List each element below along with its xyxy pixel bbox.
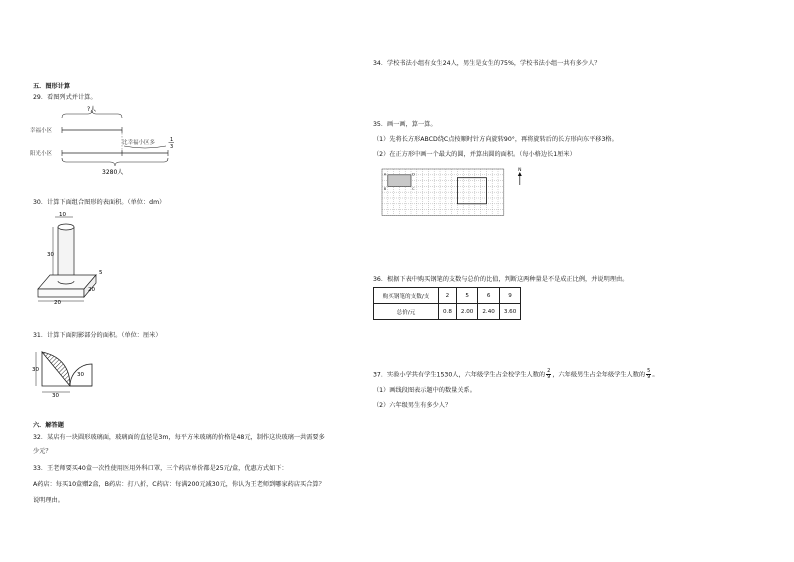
q29-top-label: ?人 [87, 106, 97, 113]
question-35-part1: （1）先将长方形ABCD绕C点按顺时针方向旋转90°，再将旋转后的长方形向东平移3格。 [373, 136, 618, 143]
table-cell: 5 [456, 288, 477, 304]
q29-frac-n: 1 [170, 137, 174, 143]
table-cell: 总价/元 [374, 304, 439, 320]
question-35: 35．画一画，算一算。 [373, 121, 437, 128]
question-37 [373, 369, 659, 380]
q31-shaded-region [30, 346, 110, 401]
q30-cylinder-on-box [30, 213, 120, 308]
question-34: 34．学校书法小组有女生24人，男生是女生的75%，学校书法小组一共有多少人？ [373, 60, 601, 67]
q29-frac-d: 3 [170, 144, 174, 150]
q29-segment-diagram [30, 108, 190, 178]
q37-frac1-den: 9 [547, 374, 551, 380]
q35-grid-figure [379, 167, 529, 217]
q37-text-b: ，六年级男生占全年级学生人数的 [552, 371, 646, 379]
rectangle-abcd [388, 175, 411, 187]
q37-fraction-1 [546, 369, 551, 380]
q30-box-width: 20 [54, 300, 61, 306]
table-cell: 9 [499, 288, 520, 304]
q31-bottom-dim: 30 [52, 393, 59, 399]
north-label: N [518, 168, 522, 173]
q29-row1-label: 幸福小区 [30, 128, 53, 134]
q31-right-dim: 30 [77, 372, 84, 378]
question-31: 31．计算下面阴影部分的面积。（单位：厘米） [33, 332, 162, 339]
q30-box-depth: 20 [88, 287, 95, 293]
q29-bottom-label: 3280人 [102, 169, 124, 176]
table-cell: 0.8 [439, 304, 457, 320]
q37-fraction-2 [646, 369, 651, 380]
q29-note: 比幸福小区多 [122, 140, 156, 146]
question-33-line2: A药店：每买10盒赠2盒，B药店：打八折，C药店：每满200元减30元，你认为王老师到哪家药店买合算？ [33, 481, 325, 488]
vertex-label-b: B [383, 186, 387, 191]
q37-frac2-num: 5 [647, 368, 651, 374]
q31-left-dim: 30 [32, 367, 39, 373]
q37-frac1-num: 2 [547, 368, 551, 374]
q30-height: 30 [47, 252, 54, 258]
table-cell: 2.40 [478, 304, 499, 320]
q37-text-a: 37．实验小学共有学生1530人，六年级学生占全校学生人数的 [373, 371, 546, 379]
section-five-heading: 五．图形计算 [33, 83, 71, 90]
table-cell: 2 [439, 288, 457, 304]
q36-table [373, 287, 521, 320]
question-35-part2: （2）在正方形中画一个最大的圆，并算出圆的面积。（每小格边长1厘米） [373, 151, 576, 158]
vertex-label-c: C [412, 186, 415, 191]
question-33-line3: 说明理由。 [33, 497, 64, 504]
q37-frac2-den: 9 [647, 374, 651, 380]
q30-box-height: 5 [99, 270, 103, 276]
question-37-part1: （1）画线段图表示题中的数量关系。 [373, 387, 476, 394]
q29-row2-label: 阳光小区 [30, 151, 53, 157]
question-32-line2: 少元？ [33, 448, 52, 455]
vertex-label-a: A [383, 172, 387, 177]
table-cell: 6 [478, 288, 499, 304]
table-row [374, 288, 521, 304]
table-row [374, 304, 521, 320]
table-cell: 2.00 [456, 304, 477, 320]
question-33-line1: 33．王老师要买40盒一次性使用医用外科口罩，三个药店单价都是25元/盒，优惠方式如下： [33, 465, 288, 472]
question-37-part2: （2）六年级男生有多少人？ [373, 402, 452, 409]
vertex-label-d: D [412, 172, 415, 177]
question-32-line1: 32．某店有一块圆形玻璃面，玻璃面的直径是3m，每平方米玻璃的价格是48元，制作这块玻璃一共需要多 [33, 434, 325, 441]
table-cell: 3.60 [499, 304, 520, 320]
square [457, 178, 486, 204]
question-30: 30．计算下面组合图形的表面积。（单位：dm） [33, 199, 166, 206]
q37-text-c: 。 [652, 371, 659, 379]
question-36: 36．根据下表中购买钢笔的支数与总价的比值，判断这两种量是不是成正比例，并说明理由。 [373, 276, 629, 283]
table-cell: 购买钢笔的支数/支 [374, 288, 439, 304]
question-29: 29．看图列式并计算。 [33, 94, 97, 101]
q30-diameter: 10 [59, 212, 66, 218]
section-six-heading: 六．解答题 [33, 422, 64, 429]
